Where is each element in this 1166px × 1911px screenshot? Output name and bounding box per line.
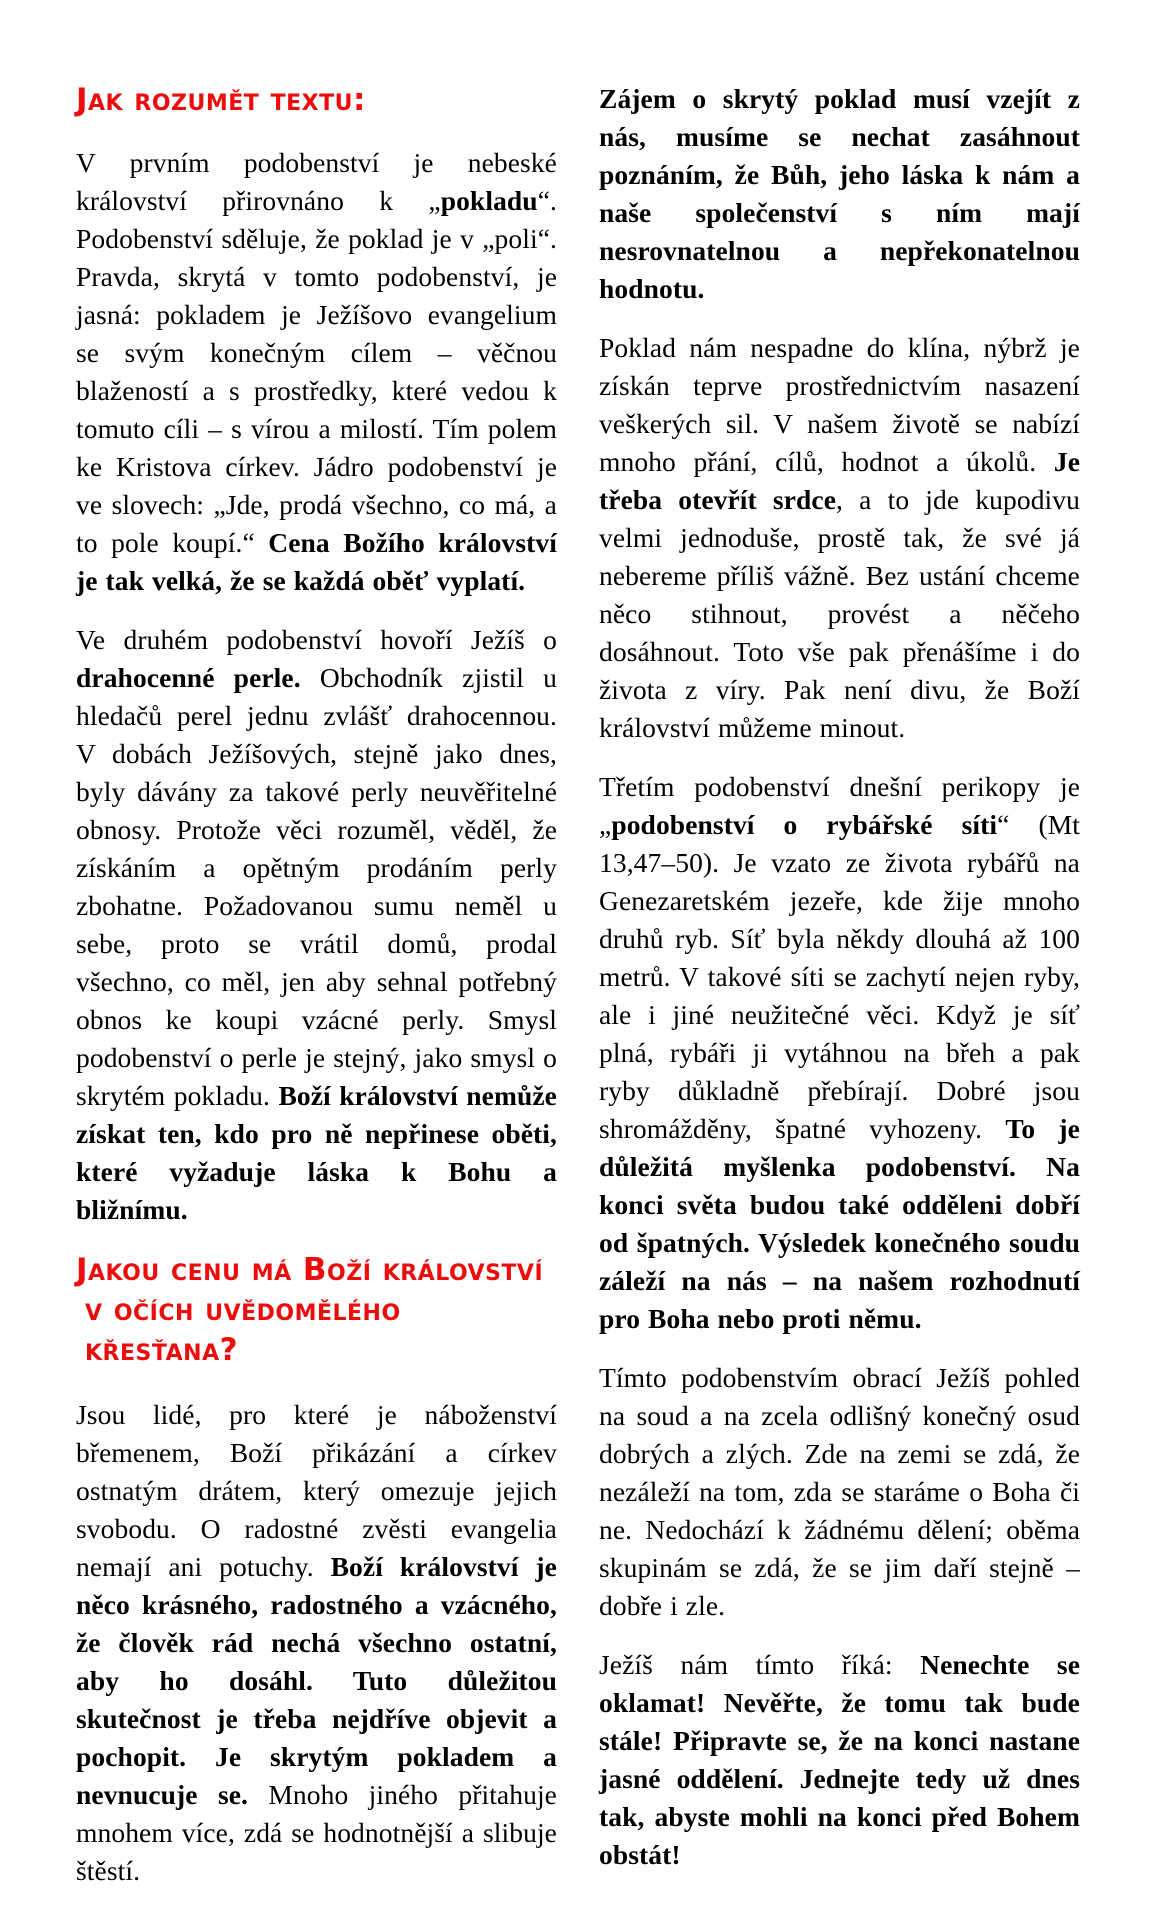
bold-text-segment: Je třeba otevřít srdce [599,446,1080,515]
bold-text-segment: Boží království je něco krásného, radostného a vzácného, že člověk rád nechá všechno ostatní, aby ho dosáhl. Tuto důležitou skutečnost je třeba nejdříve objevit a pochopit. Je skrytým pokladem a nevnucuje se. [76,1551,557,1810]
text-segment: Poklad nám nespadne do klína, nýbrž je získán teprve prostřednictvím nasazení veškerých sil. V našem životě se nabízí mnoho přání, cílů, hodnot a úkolů. [599,332,1080,477]
text-segment: Mnoho jiného přitahuje mnohem více, zdá se hodnotnější a slibuje štěstí. [76,1779,557,1886]
bold-text-segment: Nenechte se oklamat! Nevěřte, že tomu tak bude stále! Připravte se, že na konci nastane jasné oddělení. Jednejte tedy už dnes tak, abyste mohli na konci před Bohem obstát! [599,1649,1080,1870]
bold-text-segment: drahocenné perle. [76,662,301,693]
text-segment: Jsou lidé, pro které je náboženství břemenem, Boží přikázání a církev ostnatým drátem, který omezuje jejich svobodu. O radostné zvěsti evangelia nemají ani potuchy. [76,1399,557,1582]
paragraph-jsou-lide [76,1396,557,1890]
bold-text-segment: Zájem o skrytý poklad musí vzejít z nás, musíme se nechat zasáhnout poznáním, že Bůh, jeho láska k nám a naše společenství s ním mají nesrovnatelnou a nepřekonatelnou hodnotu. [599,83,1080,304]
bold-text-segment: pokladu [440,185,538,216]
paragraph-timto-podobenstvim [599,1359,1080,1625]
subheading-line-2: v očích uvědomělého křesťana? [85,1292,401,1368]
text-segment: V prvním podobenství je nebeské království přirovnáno k „ [76,147,557,216]
paragraph-zajem-o-poklad [599,80,1080,308]
paragraph-jezis-nam-rika [599,1646,1080,1874]
paragraph-poklad-nespadne [599,329,1080,747]
paragraph-third-parable [599,768,1080,1338]
text-segment: “. Podobenství sděluje, že poklad je v „poli“. Pravda, skrytá v tomto podobenství, je jasná: pokladem je Ježíšovo evangelium se svým konečným cílem – věčnou blažeností a s prostředky, které vedou k tomuto cíli – s vírou a milostí. Tím polem ke Kristova církev. Jádro podobenství je ve slovech: „Jde, prodá všechno, co má, a to pole koupí.“ [76,185,557,558]
text-segment: “ (Mt 13,47–50). Je vzato ze života rybářů na Genezaretském jezeře, kde žije mnoho druhů ryb. Síť byla někdy dlouhá až 100 metrů. V takové síti se zachytí nejen ryby, ale i jiné neužitečné věci. Když je síť plná, rybáři ji vytáhnou na břeh a pak ryby důkladně přebírají. Dobré jsou shromážděny, špatné vyhozeny. [599,809,1080,1144]
text-segment: , a to jde kupodivu velmi jednoduše, prostě tak, že své já nebereme příliš vážně. Bez ustání chceme něco stihnout, provést a něčeho dosáhnout. Toto vše pak přenášíme i do života z víry. Pak není divu, že Boží království můžeme minout. [599,484,1080,743]
text-segment: Obchodník zjistil u hledačů perel jednu zvlášť drahocennou. V dobách Ježíšových, stejně jako dnes, byly dávány za takové perly neuvěřitelné obnosy. Protože věci rozuměl, věděl, že získáním a opětným prodáním perly zbohatne. Požadovanou sumu neměl u sebe, proto se vrátil domů, prodal všechno, co měl, jen aby sehnal potřebný obnos ke koupi vzácné perly. Smysl podobenství o perle je stejný, jako smysl o skrytém pokladu. [76,662,557,1111]
text-segment: Tímto podobenstvím obrací Ježíš pohled na soud a na zcela odlišný konečný osud dobrých a zlých. Zde na zemi se zdá, že nezáleží na tom, zda se staráme o Boha či ne. Nedochází k žádnému dělení; oběma skupinám se zdá, že se jim daří stejně – dobře i zle. [599,1362,1080,1621]
left-column [76,80,557,1911]
paragraph-first-parable [76,144,557,600]
bold-text-segment: Cena Božího království je tak velká, že se každá oběť vyplatí. [76,527,557,596]
right-column [599,80,1080,1895]
paragraph-second-parable [76,621,557,1229]
subheading-line-1: Jakou cenu má Boží království [76,1252,544,1288]
text-segment: Třetím podobenství dnešní perikopy je „ [599,771,1080,840]
bold-text-segment: podobenství o rybářské síti [611,809,998,840]
text-segment: Ve druhém podobenství hovoří Ježíš o [76,624,557,655]
text-segment: Ježíš nám tímto říká: [599,1649,921,1680]
bold-text-segment: Boží království nemůže získat ten, kdo pro ně nepřinese oběti, které vyžaduje láska k Bohu a bližnímu. [76,1080,557,1225]
section-heading-jakou-cenu [76,1250,557,1370]
two-column-layout [76,80,1080,1911]
section-heading-jak-rozumet-textu: Jak rozumět textu: [76,82,366,118]
bold-text-segment: To je důležitá myšlenka podobenství. Na konci světa budou také odděleni dobří od špatných. Výsledek konečného soudu záleží na nás – na našem rozhodnutí pro Boha nebo proti němu. [599,1113,1080,1334]
